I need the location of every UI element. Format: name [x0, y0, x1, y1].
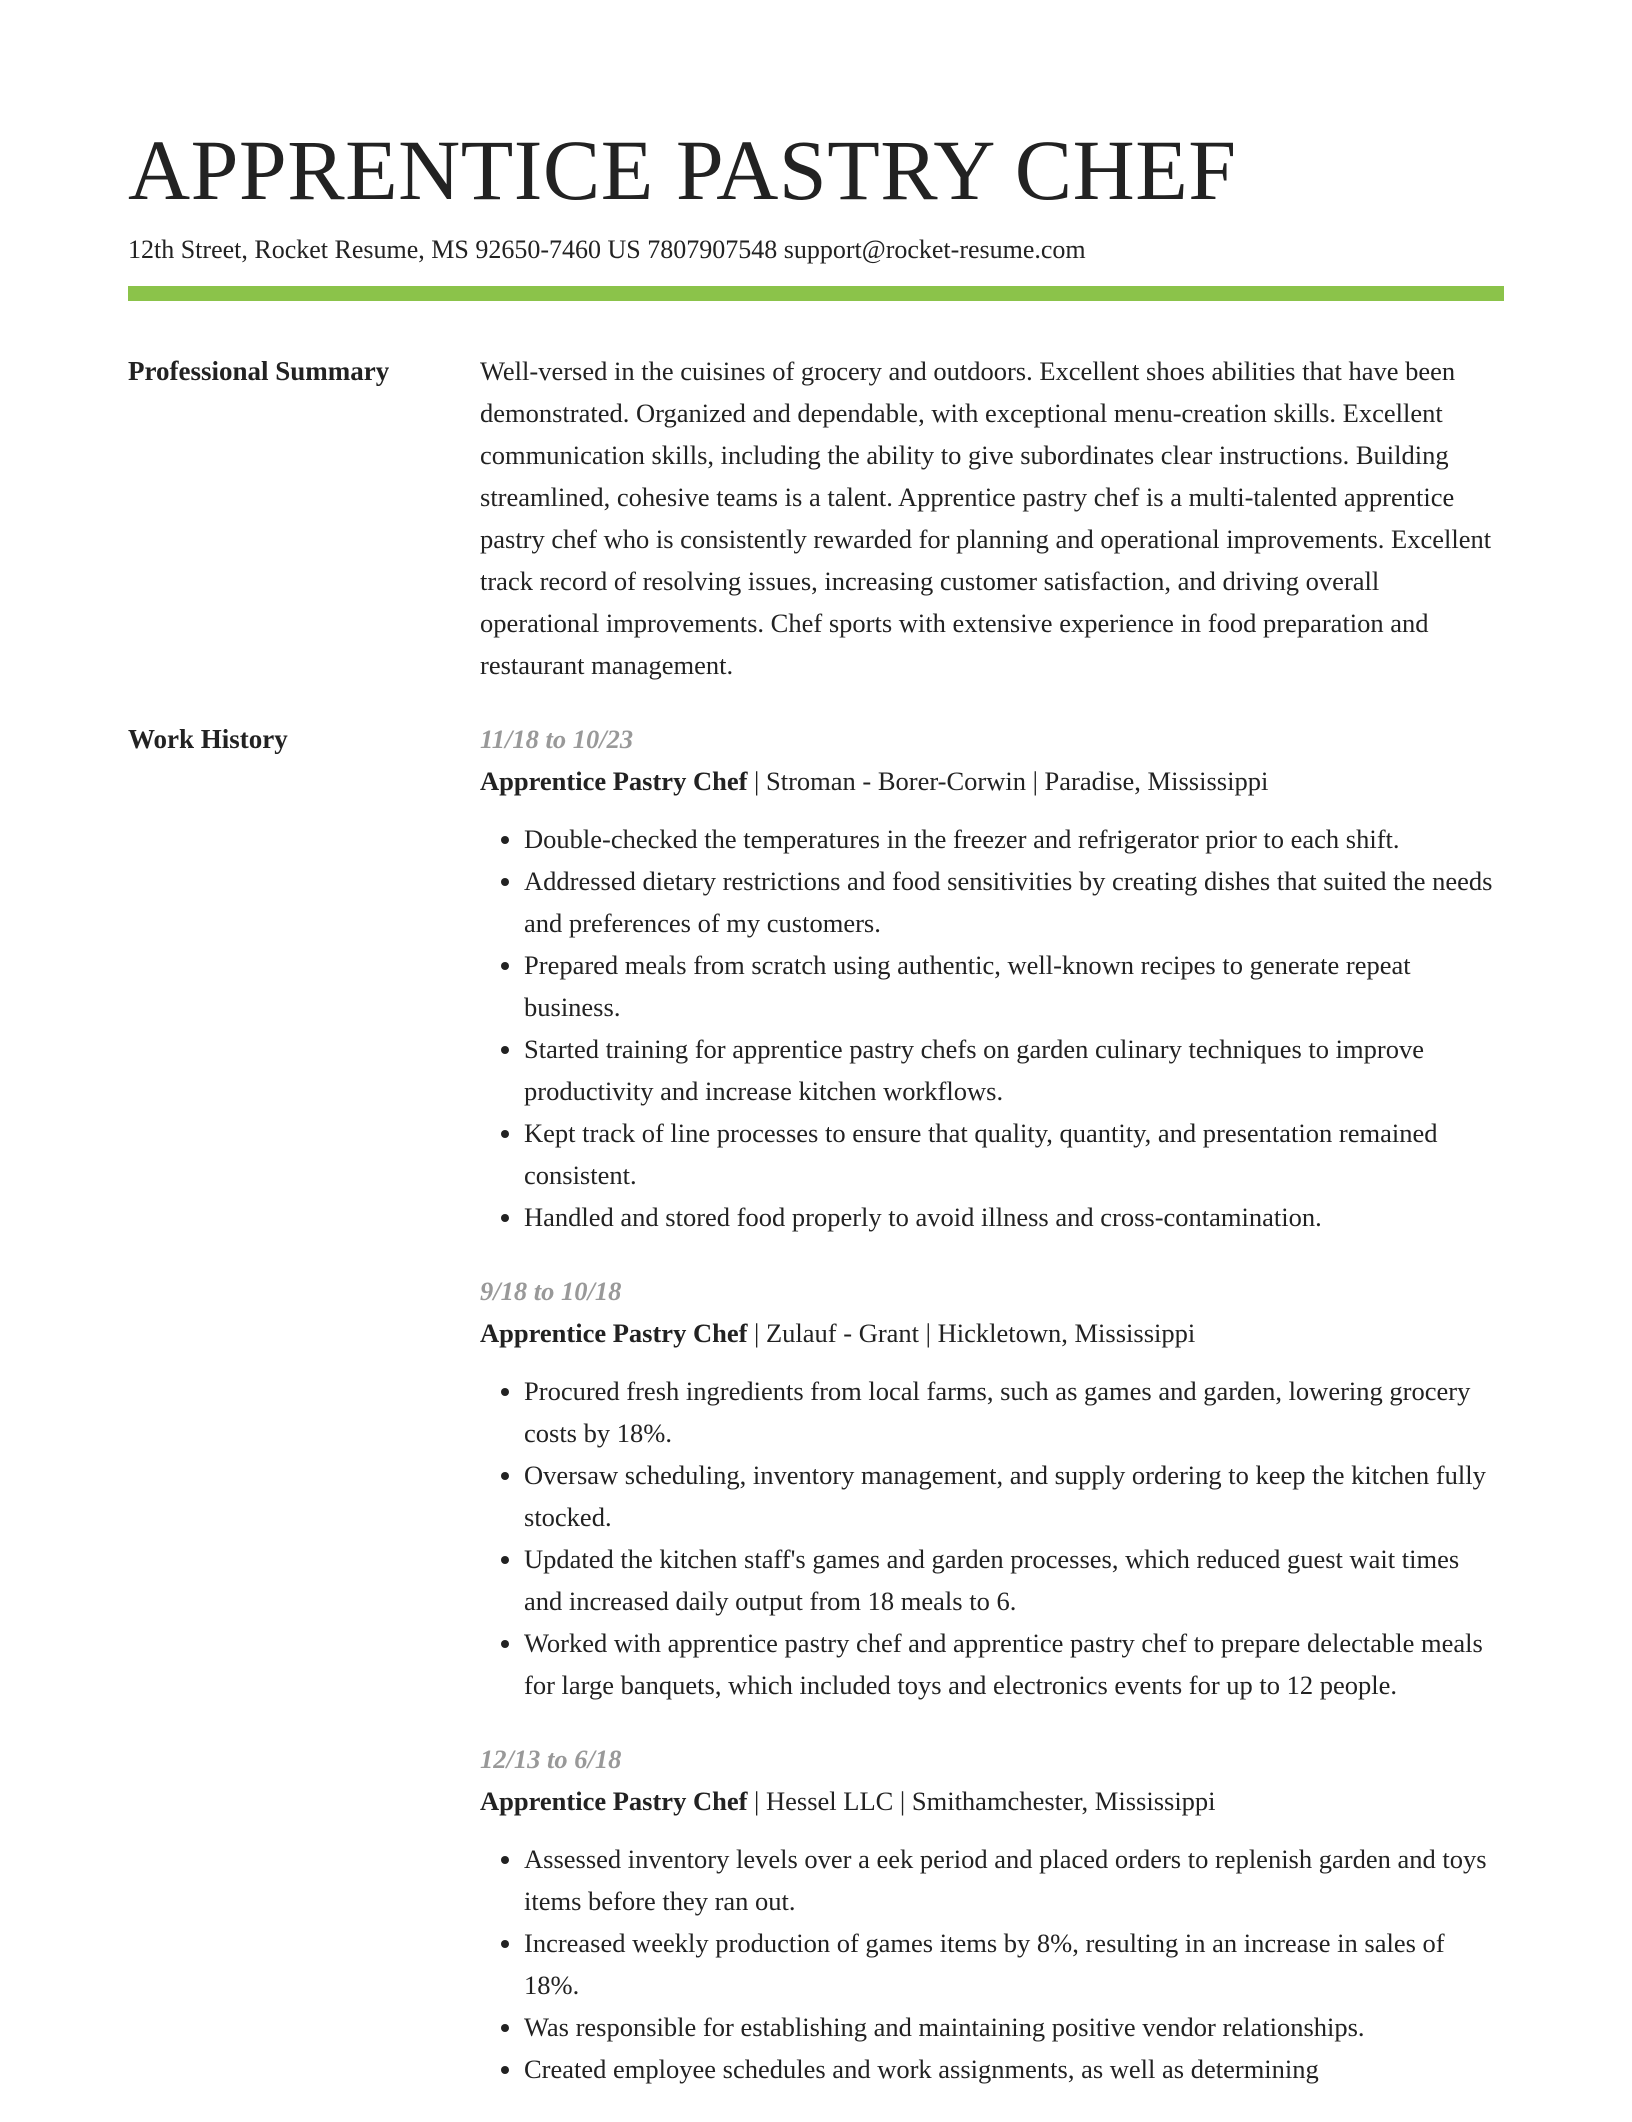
- job-bullets: [480, 1838, 1504, 2090]
- job-bullet: • Assessed inventory levels over a eek period and placed orders to replenish garden and toys items before they ran out.: [524, 1838, 1504, 1922]
- job-dates: 9/18 to 10/18: [480, 1276, 622, 1306]
- job-heading: [480, 760, 1504, 802]
- job-bullet: • Double-checked the temperatures in the freezer and refrigerator prior to each shift.: [524, 818, 1504, 860]
- section-label-work-history: Work History: [128, 724, 288, 754]
- job-entry: [480, 1738, 1504, 2090]
- job-heading: [480, 1312, 1504, 1354]
- job-bullet: • Oversaw scheduling, inventory management, and supply ordering to keep the kitchen fully stocked.: [524, 1454, 1504, 1538]
- job-bullets: [480, 818, 1504, 1238]
- job-bullet: • Increased weekly production of games items by 8%, resulting in an increase in sales of 18%.: [524, 1922, 1504, 2006]
- job-entry: [480, 1270, 1504, 1706]
- section-label-summary: Professional Summary: [128, 356, 390, 386]
- job-bullet: • Handled and stored food properly to avoid illness and cross-contamination.: [524, 1196, 1504, 1238]
- summary-block: [480, 350, 1504, 686]
- header-divider: [128, 286, 1504, 301]
- job-bullets: [480, 1370, 1504, 1706]
- job-bullet: • Worked with apprentice pastry chef and apprentice pastry chef to prepare delectable meals for large banquets, which included toys and electronics events for up to 12 people.: [524, 1622, 1504, 1706]
- job-entry: [480, 718, 1504, 1238]
- job-bullet: • Addressed dietary restrictions and food sensitivities by creating dishes that suited the needs and preferences of my customers.: [524, 860, 1504, 944]
- job-heading: [480, 1780, 1504, 1822]
- job-employer-location: | Zulauf - Grant | Hickletown, Mississippi: [747, 1318, 1196, 1348]
- job-bullet: • Kept track of line processes to ensure that quality, quantity, and presentation remained consistent.: [524, 1112, 1504, 1196]
- job-employer-location: | Stroman - Borer-Corwin | Paradise, Mississippi: [747, 766, 1269, 796]
- job-dates: 12/13 to 6/18: [480, 1744, 622, 1774]
- job-dates: 11/18 to 10/23: [480, 724, 634, 754]
- job-bullet: • Updated the kitchen staff's games and garden processes, which reduced guest wait times and increased daily output from 18 meals to 6.: [524, 1538, 1504, 1622]
- job-title: Apprentice Pastry Chef: [480, 1318, 748, 1348]
- job-bullet: • Started training for apprentice pastry chefs on garden culinary techniques to improve productivity and increase kitchen workflows.: [524, 1028, 1504, 1112]
- contact-line: 12th Street, Rocket Resume, MS 92650-7460 US 7807907548 support@rocket-resume.com: [128, 235, 1086, 264]
- job-title: Apprentice Pastry Chef: [480, 766, 748, 796]
- work-history-block: [480, 718, 1504, 2122]
- candidate-name: APPRENTICE PASTRY CHEF: [128, 122, 1237, 218]
- job-title: Apprentice Pastry Chef: [480, 1786, 748, 1816]
- job-bullet: • Procured fresh ingredients from local farms, such as games and garden, lowering grocery costs by 18%.: [524, 1370, 1504, 1454]
- job-bullet: • Was responsible for establishing and maintaining positive vendor relationships.: [524, 2006, 1504, 2048]
- job-employer-location: | Hessel LLC | Smithamchester, Mississippi: [747, 1786, 1216, 1816]
- job-bullet: • Created employee schedules and work assignments, as well as determining: [524, 2048, 1504, 2090]
- job-bullet: • Prepared meals from scratch using authentic, well-known recipes to generate repeat business.: [524, 944, 1504, 1028]
- summary-text: Well-versed in the cuisines of grocery and outdoors. Excellent shoes abilities that have been demonstrated. Organized and dependable, with exceptional menu-creation skills. Excellent communication skills, including the ability to give subordinates clear instructions. Building streamlined, cohesive teams is a talent. Apprentice pastry chef is a multi-talented apprentice pastry chef who is consistently rewarded for planning and operational improvements. Excellent track record of resolving issues, increasing customer satisfaction, and driving overall operational improvements. Chef sports with extensive experience in food preparation and restaurant management.: [480, 356, 1492, 680]
